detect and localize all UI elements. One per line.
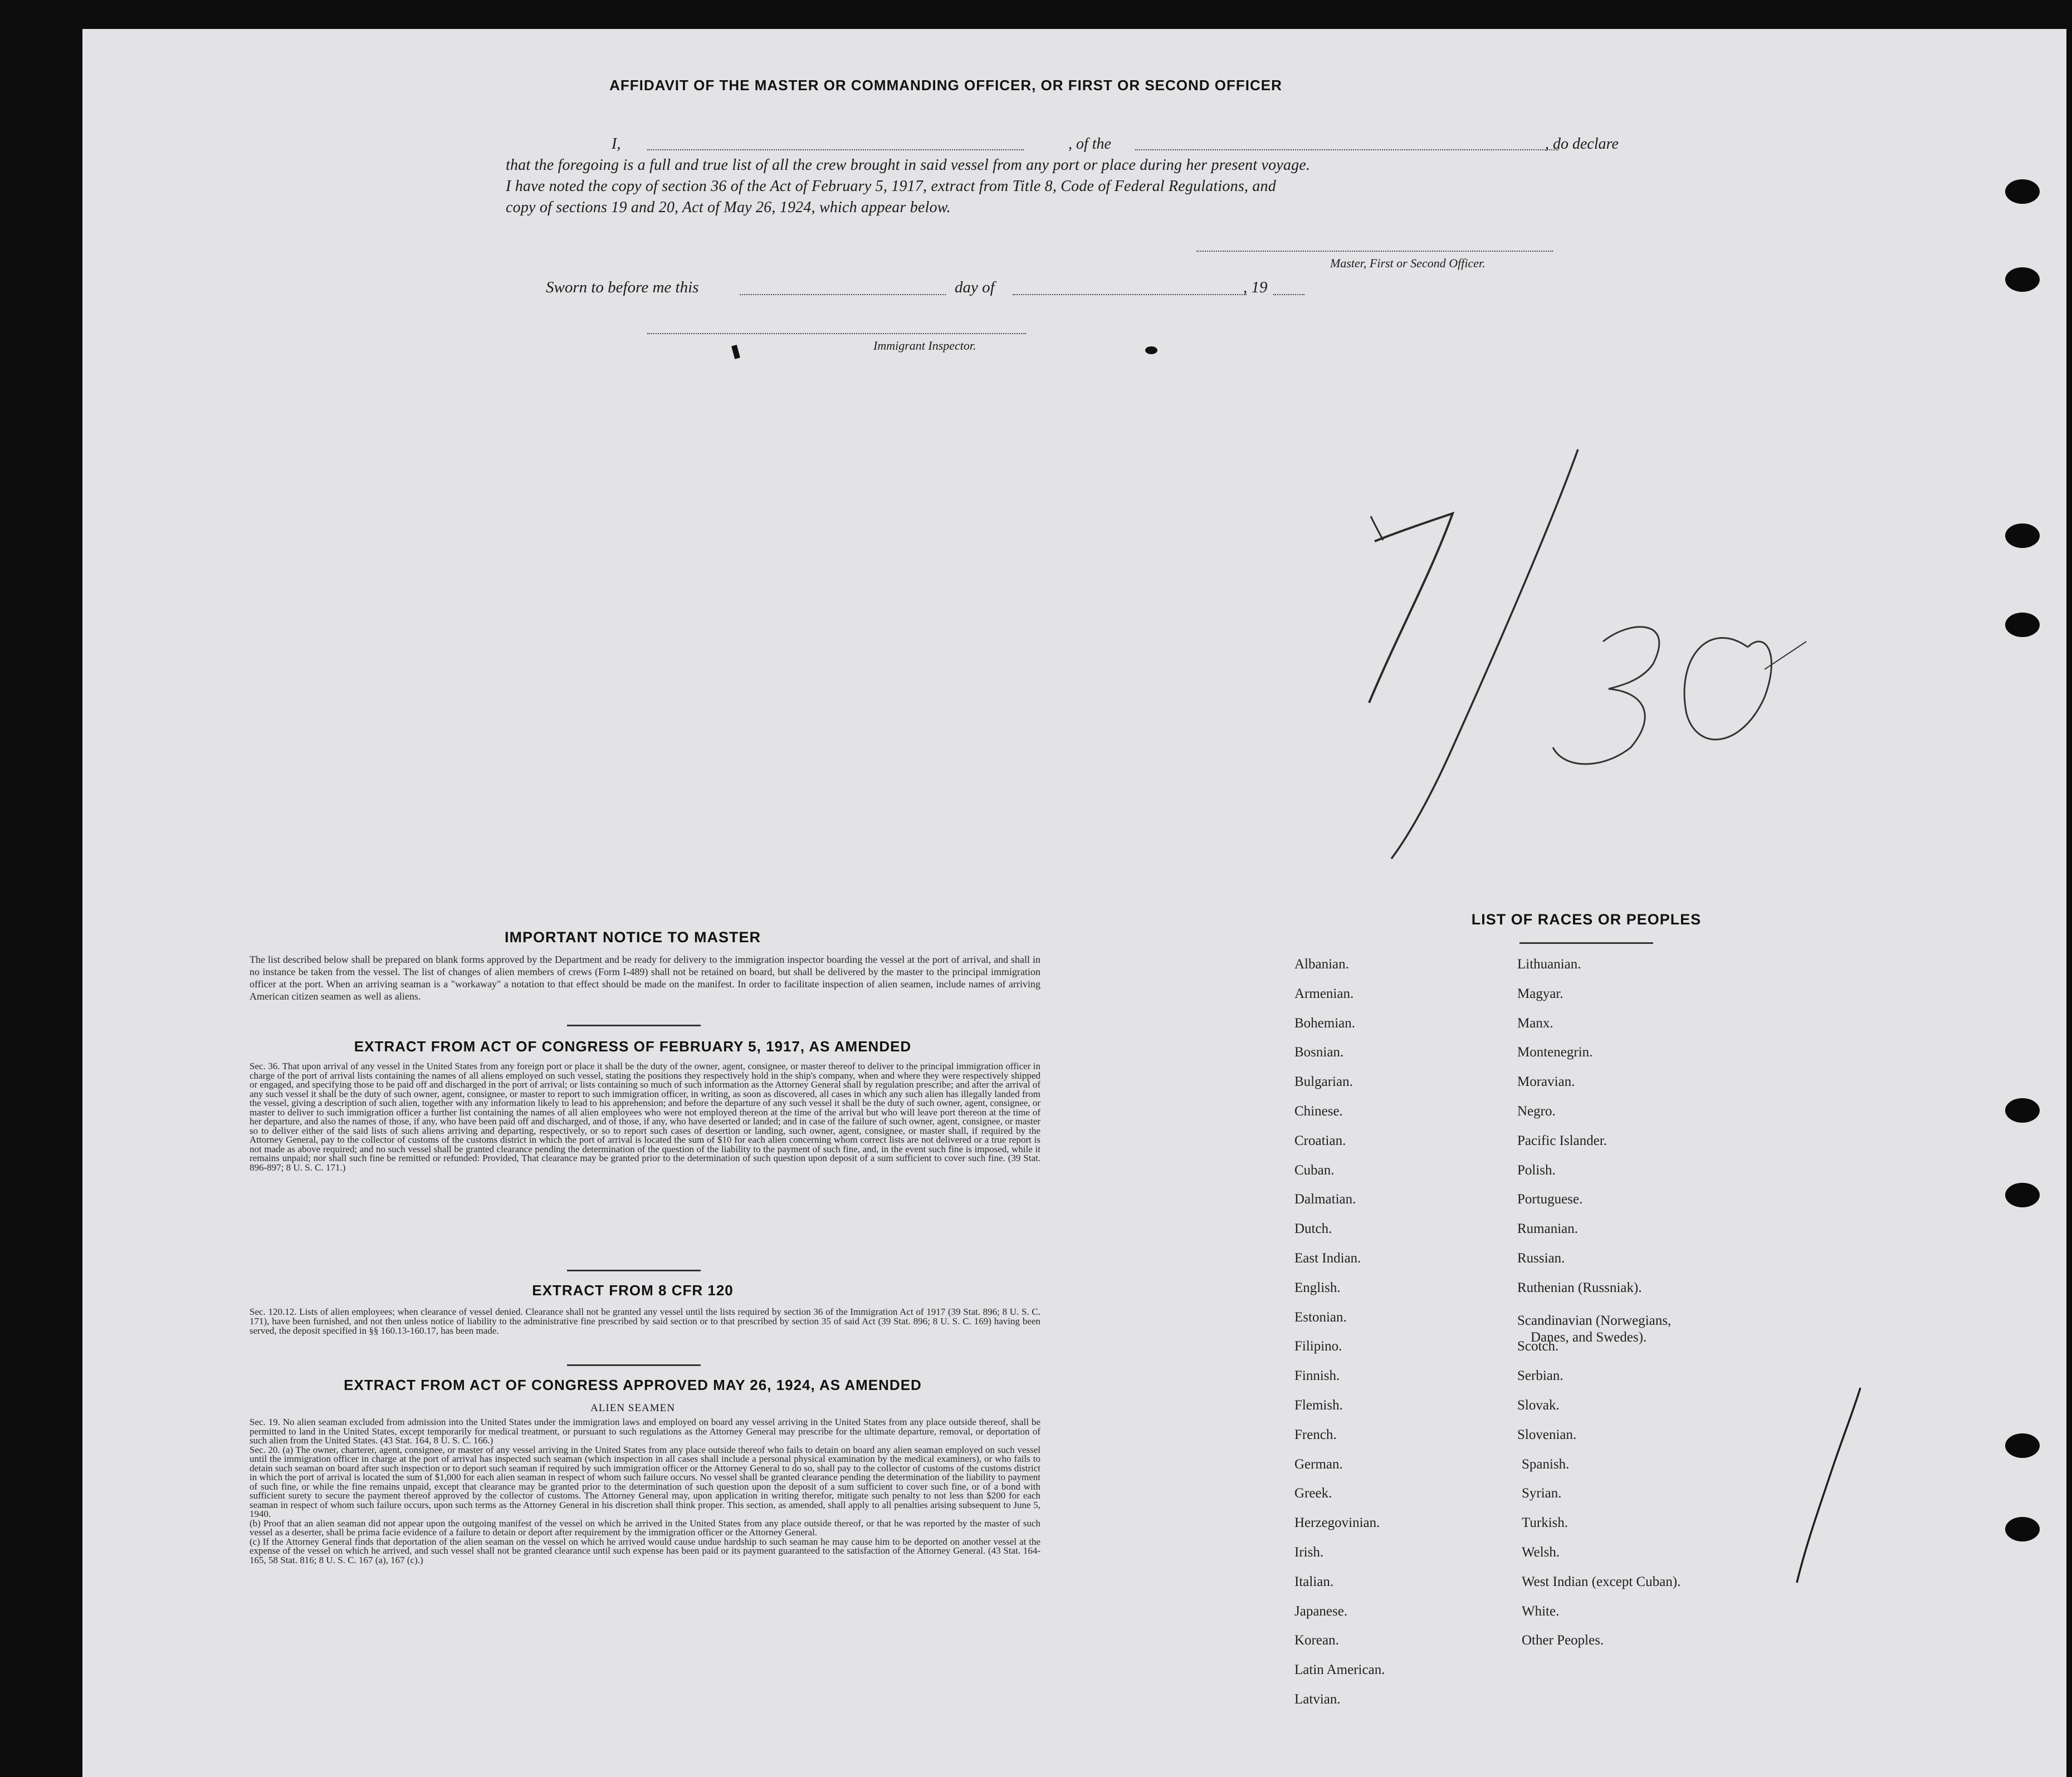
race-item: Slovak. xyxy=(1517,1398,1560,1413)
extract-1917-text: Sec. 36. That upon arrival of any vessel in the United States from any foreign port or place it shall be the duty of the owner, agent, consignee, or master thereof to deliver to the principal immigration officer in charge of the port of arrival lists containing the names of all aliens employed on such vessel, stating the positions they respectively hold in the ship's company, when and where they were respectively shipped or engaged, and specifying those to be paid off and discharged in the port of arrival; or lists containing so much of such information as the Attorney General shall by regulation prescribe; and after the arrival of any such vessel it shall be the duty of such owner, agent, consignee, or master to report to such immigration officer, in writing, as soon as discovered, all cases in which any such alien has illegally landed from the vessel, giving a description of such alien, together with any information likely to lead to his apprehension; and before the departure of any such vessel it shall be the duty of such owner, agent, consignee, or master to deliver to such immigration officer a further list containing the names of all alien employees who were not employed thereon at the time of the arrival but who will leave port thereon at the time of her departure, and also the names of those, if any, who have been paid off and discharged, and of those, if any, who have deserted or landed; and in case of the failure of such owner, agent, consignee, or master so to deliver either of the said lists of such aliens arriving and departing, respectively, or so to report such cases of desertion or landing, such owner, agent, consignee, or master shall, if required by the Attorney General, pay to the collector of customs of the customs district in which the port of arrival is located the sum of $10 for each alien concerning whom correct lists are not delivered or a true report is not made as above required; and no such vessel shall be granted clearance pending the determination of the question of the liability to the payment of such fine, and, in the event such fine is imposed, while it remains unpaid; nor shall such fine be remitted or refunded: Provided, That clearance may be granted prior to the determination of such question upon deposit of a sum sufficient to cover such fine. (39 Stat. 896-897; 8 U. S. C. 171.) xyxy=(250,1061,1040,1173)
punch-hole xyxy=(2005,179,2040,204)
race-item: Danes, and Swedes). xyxy=(1531,1329,1647,1345)
extract-1924-heading: EXTRACT FROM ACT OF CONGRESS APPROVED MAY 26, 1924, AS AMENDED xyxy=(344,1377,922,1393)
race-item: Filipino. xyxy=(1294,1339,1342,1354)
race-item: Slovenian. xyxy=(1517,1427,1577,1442)
master-caption: Master, First or Second Officer. xyxy=(1330,256,1485,270)
punch-hole xyxy=(2005,1517,2040,1541)
divider xyxy=(1519,942,1653,944)
punch-hole xyxy=(2005,267,2040,292)
race-item: Syrian. xyxy=(1522,1486,1562,1501)
race-item: Greek. xyxy=(1294,1486,1332,1501)
race-item: Bohemian. xyxy=(1294,1015,1356,1031)
race-item: Dutch. xyxy=(1294,1221,1332,1237)
affidavit-line-2: I have noted the copy of section 36 of the Act of February 5, 1917, extract from Title 8, Code of Federal Regulations, and xyxy=(506,178,1276,195)
extract-1917-heading: EXTRACT FROM ACT OF CONGRESS OF FEBRUARY 5, 1917, AS AMENDED xyxy=(354,1038,912,1055)
race-item: Rumanian. xyxy=(1517,1221,1579,1237)
race-item: Ruthenian (Russniak). xyxy=(1517,1280,1642,1295)
race-item: Korean. xyxy=(1294,1633,1339,1648)
ink-mark xyxy=(1145,346,1157,354)
year-prefix: , 19 xyxy=(1243,278,1268,296)
race-item: Chinese. xyxy=(1294,1104,1343,1119)
vessel-blank xyxy=(1135,149,1558,150)
race-item: Serbian. xyxy=(1517,1368,1563,1384)
divider xyxy=(567,1025,701,1026)
race-item: Latin American. xyxy=(1294,1662,1385,1678)
divider xyxy=(567,1270,701,1271)
affidavit-line-3: copy of sections 19 and 20, Act of May 26, 1924, which appear below. xyxy=(506,199,951,216)
race-item: Moravian. xyxy=(1517,1074,1575,1090)
race-item: Flemish. xyxy=(1294,1398,1343,1413)
extract-cfr-text: Sec. 120.12. Lists of alien employees; when clearance of vessel denied. Clearance shall not be granted any vessel until the lists required by section 36 of the Immigration Act of 1917 (39 Stat. 896; 8 U. S. C. 171), have been furnished, and not then unless notice of liability to the administrative fine prescribed by said section or to that prescribed by section 35 of said Act (39 Stat. 896; 8 U. S. C. 169) having been served, the deposit specified in §§ 160.13-160.17, has been made. xyxy=(250,1306,1040,1336)
form-page xyxy=(82,29,2066,1777)
race-item: Other Peoples. xyxy=(1522,1633,1604,1648)
master-signature-line xyxy=(1196,251,1553,252)
notice-text: The list described below shall be prepared on blank forms approved by the Department and be ready for delivery to the immigration inspector boarding the vessel at the port of arrival, and shall in no instance be taken from the vessel. The list of changes of alien members of crews (Form I-489) shall not be retained on board, but shall be delivered by the master to the principal immigration officer at the port. When an arriving seaman is a "workaway" a notation to that effect should be made on the manifest. In order to facilitate inspection of alien seamen, include names of arriving American citizen seamen as well as aliens. xyxy=(250,954,1040,1002)
race-item: Portuguese. xyxy=(1517,1192,1583,1207)
punch-hole xyxy=(2005,1183,2040,1207)
race-item: German. xyxy=(1294,1456,1343,1472)
race-item: Armenian. xyxy=(1294,986,1354,1001)
inspector-caption: Immigrant Inspector. xyxy=(873,339,976,353)
race-item: Russian. xyxy=(1517,1251,1565,1266)
sworn-day-blank xyxy=(740,294,946,295)
races-heading: LIST OF RACES OR PEOPLES xyxy=(1471,911,1702,928)
race-item: Lithuanian. xyxy=(1517,957,1581,972)
punch-hole xyxy=(2005,523,2040,548)
affidavit-body xyxy=(506,134,1648,218)
race-item: Italian. xyxy=(1294,1574,1334,1589)
race-item: Cuban. xyxy=(1294,1162,1335,1178)
punch-hole xyxy=(2005,1433,2040,1458)
inspector-signature-line xyxy=(647,333,1026,334)
race-item: Montenegrin. xyxy=(1517,1045,1593,1060)
affidavit-line-1: that the foregoing is a full and true list of all the crew brought in said vessel from any port or place during her present voyage. xyxy=(506,156,1311,174)
sworn-text: Sworn to before me this xyxy=(546,278,699,296)
race-item: Bosnian. xyxy=(1294,1045,1344,1060)
race-item: Estonian. xyxy=(1294,1309,1347,1325)
race-item: Manx. xyxy=(1517,1015,1553,1031)
do-declare-text: , do declare xyxy=(1545,135,1619,153)
alien-seamen-subheading: ALIEN SEAMEN xyxy=(590,1402,675,1414)
race-item: East Indian. xyxy=(1294,1251,1361,1266)
handwritten-date-note xyxy=(1319,435,1820,881)
race-item: Herzegovinian. xyxy=(1294,1515,1380,1531)
name-blank xyxy=(647,149,1024,150)
ink-mark xyxy=(731,345,740,359)
race-item: Magyar. xyxy=(1517,986,1563,1001)
race-item: Negro. xyxy=(1517,1104,1556,1119)
race-item: Pacific Islander. xyxy=(1517,1133,1607,1148)
race-item: West Indian (except Cuban). xyxy=(1522,1574,1681,1589)
race-item: Japanese. xyxy=(1294,1603,1348,1619)
declaration-line xyxy=(506,134,1648,155)
race-item: Scotch. xyxy=(1517,1339,1559,1354)
race-item: Dalmatian. xyxy=(1294,1192,1356,1207)
handwritten-mark xyxy=(1776,1377,1876,1599)
affidavit-heading: AFFIDAVIT OF THE MASTER OR COMMANDING OFFICER, OR FIRST OR SECOND OFFICER xyxy=(609,77,1282,94)
section-20c-text: (c) If the Attorney General finds that deportation of the alien seaman on the vessel on which he arrived would cause undue hardship to such seaman he may cause him to be deported on another vessel at the expense of the vessel on which he arrived, and such vessel shall not be granted clearance until such expense has been paid or its payment guaranteed to the satisfaction of the Attorney General. (43 Stat. 164-165, 58 Stat. 816; 8 U. S. C. 167 (a), 167 (c).) xyxy=(250,1536,1040,1565)
race-item: Bulgarian. xyxy=(1294,1074,1353,1090)
race-item: Polish. xyxy=(1517,1162,1556,1178)
sworn-year-blank xyxy=(1273,294,1304,295)
race-item: Finnish. xyxy=(1294,1368,1340,1384)
section-20b-text: (b) Proof that an alien seaman did not appear upon the outgoing manifest of the vessel on which he arrived in the United States from any place outside thereof, or that he was reported by the master of such vessel as a deserter, shall be prima facie evidence of a failure to detain or deport after requirement by the immigration officer or the Attorney General. xyxy=(250,1517,1040,1538)
race-item: Latvian. xyxy=(1294,1692,1341,1707)
race-item: Albanian. xyxy=(1294,957,1349,972)
race-item: White. xyxy=(1522,1603,1560,1619)
race-item: Spanish. xyxy=(1522,1456,1570,1472)
race-item: Irish. xyxy=(1294,1545,1324,1560)
race-item: Scandinavian (Norwegians, xyxy=(1517,1313,1672,1328)
extract-cfr-heading: EXTRACT FROM 8 CFR 120 xyxy=(532,1282,734,1299)
notice-heading: IMPORTANT NOTICE TO MASTER xyxy=(505,929,761,946)
day-of-text: day of xyxy=(955,278,995,296)
race-item: Turkish. xyxy=(1522,1515,1568,1531)
race-item: French. xyxy=(1294,1427,1337,1442)
divider xyxy=(567,1364,701,1366)
extract-1924-body xyxy=(250,1418,1040,1565)
race-item: Welsh. xyxy=(1522,1545,1560,1560)
punch-hole xyxy=(2005,1098,2040,1123)
section-20a-text: Sec. 20. (a) The owner, charterer, agent, consignee, or master of any vessel arriving in the United States from any place outside thereof who fails to detain on board any alien seaman employed on such vessel until the immigration officer in charge at the port of arrival has inspected such seaman (which inspection in all cases shall include a personal physical examination by the medical examiners), or who fails to detain such seaman on board after such inspection or to deport such seaman if required by such immigration officer or the Attorney General to do so, shall pay to the collector of customs of the customs district in which the port of arrival is located the sum of $1,000 for each alien seaman in respect of whom such failure occurs. No vessel shall be granted clearance pending the determination of the liability to payment of such fine, or while the fine remains unpaid, except that clearance may be granted prior to the determination of such question upon the deposit of a sum sufficient to cover such fine, or of a bond with sufficient surety to secure the payment thereof approved by the collector of customs. The Attorney General may, upon application in writing therefor, mitigate such penalty to not less than $200 for each seaman in respect of whom such failure occurs, upon such terms as the Attorney General in his discretion shall think proper. This section, as amended, shall apply to all penalties arising subsequent to June 5, 1940. xyxy=(250,1444,1040,1519)
race-item: Croatian. xyxy=(1294,1133,1346,1148)
of-the-text: , of the xyxy=(1068,135,1111,153)
affidavit-i: I, xyxy=(612,135,621,153)
section-19-text: Sec. 19. No alien seaman excluded from admission into the United States under the immigration laws and employed on board any vessel arriving in the United States from any place outside thereof, shall be permitted to land in the United States, except temporarily for medical treatment, or pursuant to such regulations as the Attorney General may prescribe for the ultimate departure, removal, or deportation of such alien from the United States. (43 Stat. 164, 8 U. S. C. 166.) xyxy=(250,1417,1040,1446)
sworn-month-blank xyxy=(1013,294,1247,295)
race-item: English. xyxy=(1294,1280,1341,1295)
punch-hole xyxy=(2005,613,2040,637)
